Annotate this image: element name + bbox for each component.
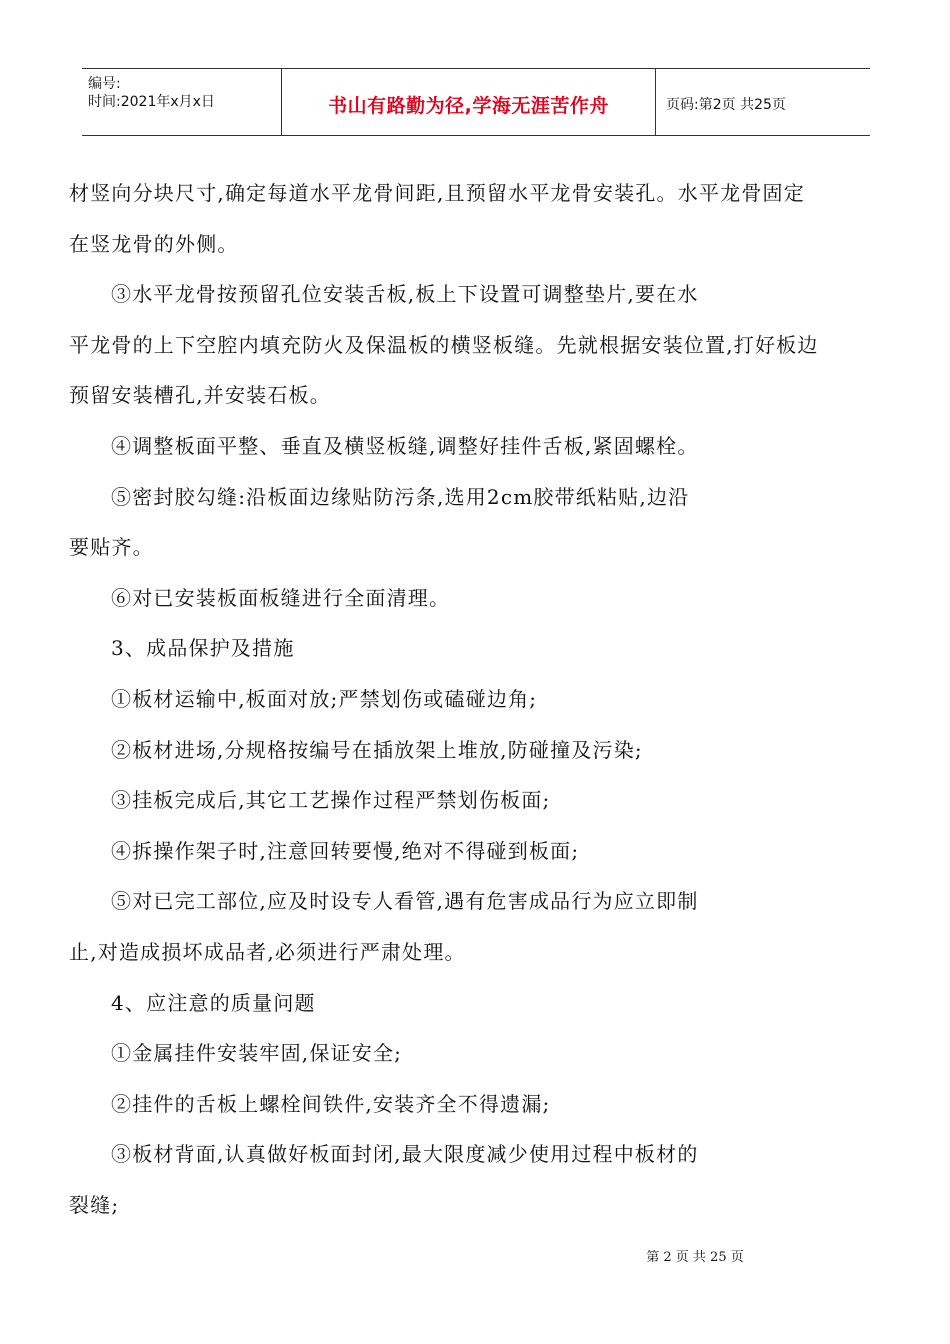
body-line: ③挂板完成后,其它工艺操作过程严禁划伤板面; — [111, 788, 551, 813]
body-line: ①金属挂件安装牢固,保证安全; — [111, 1041, 403, 1066]
header-motto-cell — [282, 69, 656, 135]
header-motto: 书山有路勤为径,学海无涯苦作舟 — [328, 94, 609, 117]
body-line: 止,对造成损坏成品者,必须进行严肃处理。 — [69, 939, 466, 964]
body-line: 预留安装槽孔,并安装石板。 — [69, 383, 331, 408]
body-line: 3、成品保护及措施 — [111, 636, 295, 661]
body-line: ④调整板面平整、垂直及横竖板缝,调整好挂件舌板,紧固螺栓。 — [111, 433, 699, 458]
footer-page-number: 第 2 页 共 25 页 — [646, 1250, 744, 1265]
body-line: 裂缝; — [69, 1192, 120, 1217]
page-header — [82, 68, 870, 136]
body-line: 要贴齐。 — [69, 535, 154, 560]
body-line: ②板材进场,分规格按编号在插放架上堆放,防碰撞及污染; — [111, 737, 643, 762]
body-line: 4、应注意的质量问题 — [111, 990, 316, 1015]
document-body — [69, 168, 885, 1230]
body-line: ⑤对已完工部位,应及时设专人看管,遇有危害成品行为应立即制 — [111, 889, 699, 914]
header-meta — [82, 69, 282, 135]
body-line: 在竖龙骨的外侧。 — [69, 231, 239, 256]
body-line: ⑥对已安装板面板缝进行全面清理。 — [111, 585, 451, 610]
body-line: ③板材背面,认真做好板面封闭,最大限度减少使用过程中板材的 — [111, 1142, 699, 1167]
body-line: ②挂件的舌板上螺栓间铁件,安装齐全不得遗漏; — [111, 1091, 551, 1116]
body-line: 平龙骨的上下空腔内填充防火及保温板的横竖板缝。先就根据安装位置,打好板边 — [69, 332, 819, 357]
page-footer — [0, 1246, 950, 1265]
header-page-info: 页码:第2页 共25页 — [666, 97, 786, 113]
body-line: ⑤密封胶勾缝:沿板面边缘贴防污条,选用2cm胶带纸粘贴,边沿 — [111, 484, 690, 509]
document-time-label: 时间:2021年x月x日 — [88, 94, 215, 110]
body-line: 材竖向分块尺寸,确定每道水平龙骨间距,且预留水平龙骨安装孔。水平龙骨固定 — [69, 181, 805, 205]
body-line: ④拆操作架子时,注意回转要慢,绝对不得碰到板面; — [111, 838, 580, 863]
document-number-label: 编号: — [88, 76, 121, 92]
body-line: ①板材运输中,板面对放;严禁划伤或磕碰边角; — [111, 686, 538, 711]
header-page-info-cell — [656, 69, 870, 135]
body-line: ③水平龙骨按预留孔位安装舌板,板上下设置可调整垫片,要在水 — [111, 282, 699, 307]
